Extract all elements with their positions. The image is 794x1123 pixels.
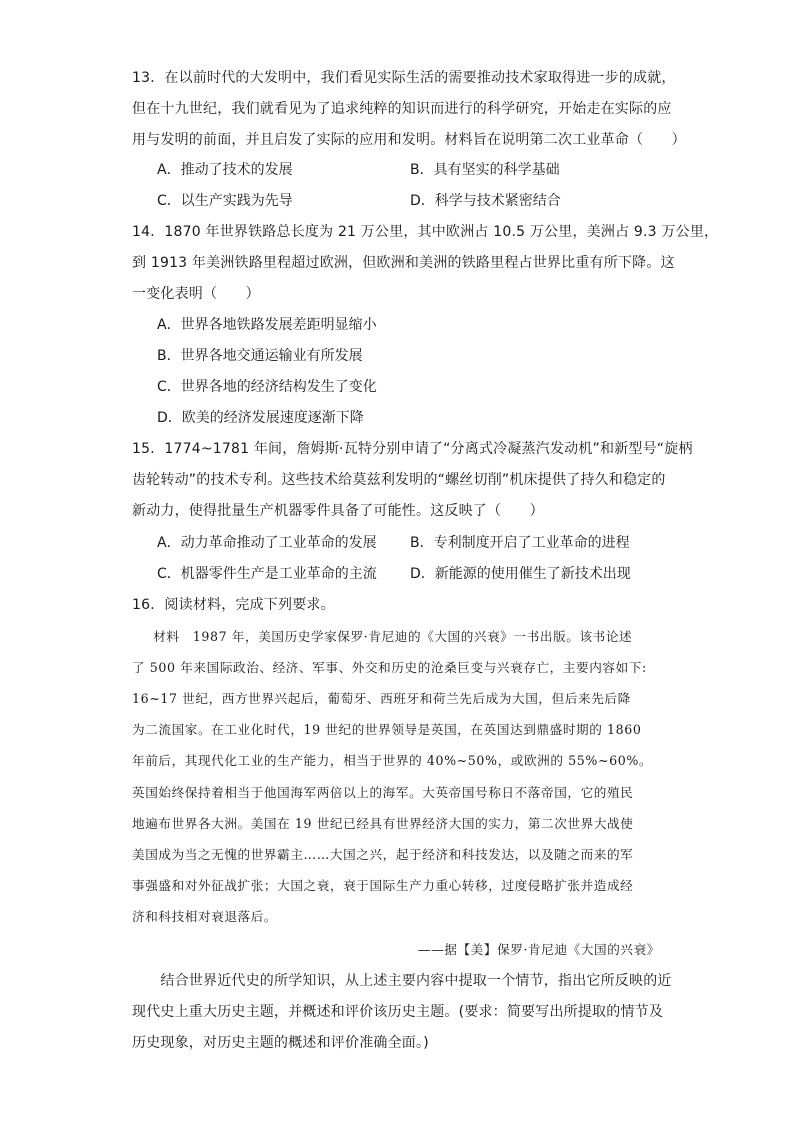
q16-material-line-7: 地遍布世界各大洲。美国在 19 世纪已经具有世界经济大国的实力，第二次世界大战使 bbox=[132, 816, 634, 831]
q13-option-c[interactable]: C．以生产实践为先导 bbox=[157, 193, 293, 209]
q13-option-a[interactable]: A．推动了技术的发展 bbox=[157, 162, 293, 178]
q13-stem-line-1: 13．在以前时代的大发明中，我们看见实际生活的需要推动技术家取得进一步的成就， bbox=[132, 70, 676, 86]
q16-material-line-3: 16~17 世纪，西方世界兴起后，葡萄牙、西班牙和荷兰先后成为大国，但后来先后降 bbox=[132, 691, 631, 706]
q16-material-source: ——据【美】保罗·肯尼迪《大国的兴衰》 bbox=[417, 942, 660, 957]
q16-prompt: 16．阅读材料，完成下列要求。 bbox=[132, 597, 335, 613]
q14-option-b[interactable]: B．世界各地交通运输业有所发展 bbox=[157, 348, 363, 364]
q16-material-line-8: 美国成为当之无愧的世界霸主……大国之兴，起于经济和科技发达，以及随之而来的军 bbox=[132, 847, 634, 862]
q15-option-d[interactable]: D．新能源的使用催生了新技术出现 bbox=[410, 566, 631, 582]
q15-option-b[interactable]: B．专利制度开启了工业革命的进程 bbox=[410, 535, 630, 551]
q16-task-line-2: 现代史上重大历史主题，并概述和评价该历史主题。(要求：简要写出所提取的情节及 bbox=[132, 1004, 664, 1020]
q14-stem-line-1: 14．1870 年世界铁路总长度为 21 万公里，其中欧洲占 10.5 万公里，美洲占 9.3 万公里， bbox=[132, 224, 719, 240]
q16-task-line-1: 结合世界近代史的所学知识，从上述主要内容中提取一个情节，指出它所反映的近 bbox=[132, 973, 672, 989]
q16-task-line-3: 历史现象，对历史主题的概述和评价准确全面。) bbox=[132, 1035, 429, 1051]
q16-material-line-2: 了 500 年来国际政治、经济、军事、外交和历史的沧桑巨变与兴衰存亡，主要内容如下: bbox=[132, 660, 647, 675]
q15-option-a[interactable]: A．动力革命推动了工业革命的发展 bbox=[157, 535, 377, 551]
q13-option-d[interactable]: D．科学与技术紧密结合 bbox=[410, 193, 561, 209]
q15-stem-line-3: 新动力，使得批量生产机器零件具备了可能性。这反映了（ ） bbox=[132, 503, 544, 519]
q16-material-line-10: 济和科技相对衰退落后。 bbox=[132, 909, 278, 924]
q13-stem-line-2: 但在十九世纪，我们就看见为了追求纯粹的知识而进行的科学研究，开始走在实际的应 bbox=[132, 101, 672, 117]
q14-option-a[interactable]: A．世界各地铁路发展差距明显缩小 bbox=[157, 317, 377, 333]
q16-material-line-1: 材料 1987 年，美国历史学家保罗·肯尼迪的《大国的兴衰》一书出版。该书论述 bbox=[140, 629, 633, 644]
q16-material-line-4: 为二流国家。在工业化时代，19 世纪的世界领导是英国，在英国达到鼎盛时期的 1860 bbox=[132, 722, 642, 737]
q16-material-line-9: 事强盛和对外征战扩张；大国之衰，衰于国际生产力重心转移，过度侵略扩张并造成经 bbox=[132, 878, 634, 893]
q16-material-line-6: 英国始终保持着相当于他国海军两倍以上的海军。大英帝国号称日不落帝国，它的殖民 bbox=[132, 785, 634, 800]
q13-option-b[interactable]: B．具有坚实的科学基础 bbox=[410, 162, 560, 178]
q15-stem-line-2: 齿轮转动”的技术专利。这些技术给莫兹利发明的“螺丝切削”机床提供了持久和稳定的 bbox=[132, 472, 666, 488]
q15-option-c[interactable]: C．机器零件生产是工业革命的主流 bbox=[157, 566, 377, 582]
q15-stem-line-1: 15．1774~1781 年间，詹姆斯·瓦特分别申请了“分离式冷凝蒸汽发动机”和新型号“旋柄 bbox=[132, 441, 693, 457]
q16-material-line-5: 年前后，其现代化工业的生产能力，相当于世界的 40%~50%，或欧洲的 55%~60%。 bbox=[132, 753, 653, 768]
q14-option-c[interactable]: C．世界各地的经济结构发生了变化 bbox=[157, 379, 377, 395]
q13-stem-line-3: 用与发明的前面，并且启发了实际的应用和发明。材料旨在说明第二次工业革命（ ） bbox=[132, 132, 686, 148]
q14-stem-line-2: 到 1913 年美洲铁路里程超过欧洲，但欧洲和美洲的铁路里程占世界比重有所下降。这 bbox=[132, 255, 675, 271]
q14-option-d[interactable]: D．欧美的经济发展速度逐渐下降 bbox=[157, 410, 364, 426]
q14-stem-line-3: 一变化表明（ ） bbox=[132, 286, 260, 302]
